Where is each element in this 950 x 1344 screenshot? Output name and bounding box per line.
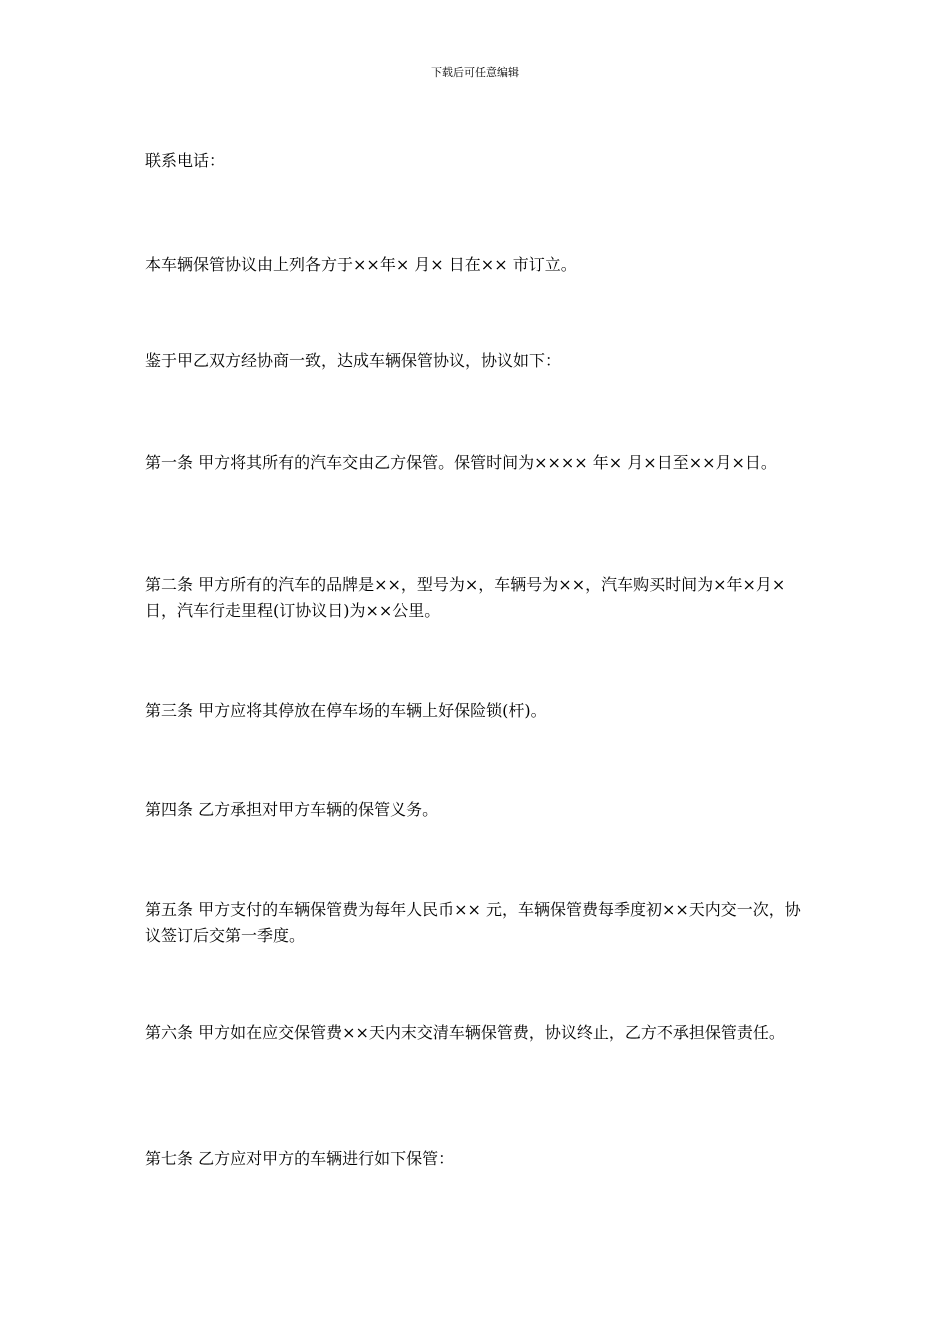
article-1: 第一条 甲方将其所有的汽车交由乙方保管。保管时间为×××× 年× 月×日至××月×日。 bbox=[145, 453, 777, 472]
article-3: 第三条 甲方应将其停放在停车场的车辆上好保险锁(杆)。 bbox=[145, 701, 547, 720]
article-4: 第四条 乙方承担对甲方车辆的保管义务。 bbox=[145, 800, 439, 819]
article-2: 第二条 甲方所有的汽车的品牌是××，型号为×，车辆号为××，汽车购买时间为×年×月×日，汽车行走里程(订协议日)为××公里。 bbox=[145, 575, 786, 620]
page-header-note: 下载后可任意编辑 bbox=[431, 66, 519, 79]
signing-statement: 本车辆保管协议由上列各方于××年× 月× 日在×× 市订立。 bbox=[145, 255, 577, 274]
article-6: 第六条 甲方如在应交保管费××天内末交清车辆保管费，协议终止，乙方不承担保管责任。 bbox=[145, 1023, 785, 1042]
contact-line: 联系电话： bbox=[145, 151, 226, 170]
article-5: 第五条 甲方支付的车辆保管费为每年人民币×× 元，车辆保管费每季度初××天内交一次，协议签订后交第一季度。 bbox=[145, 900, 801, 945]
agreement-intro: 鉴于甲乙双方经协商一致，达成车辆保管协议，协议如下： bbox=[145, 351, 562, 370]
article-7: 第七条 乙方应对甲方的车辆进行如下保管： bbox=[145, 1149, 455, 1168]
